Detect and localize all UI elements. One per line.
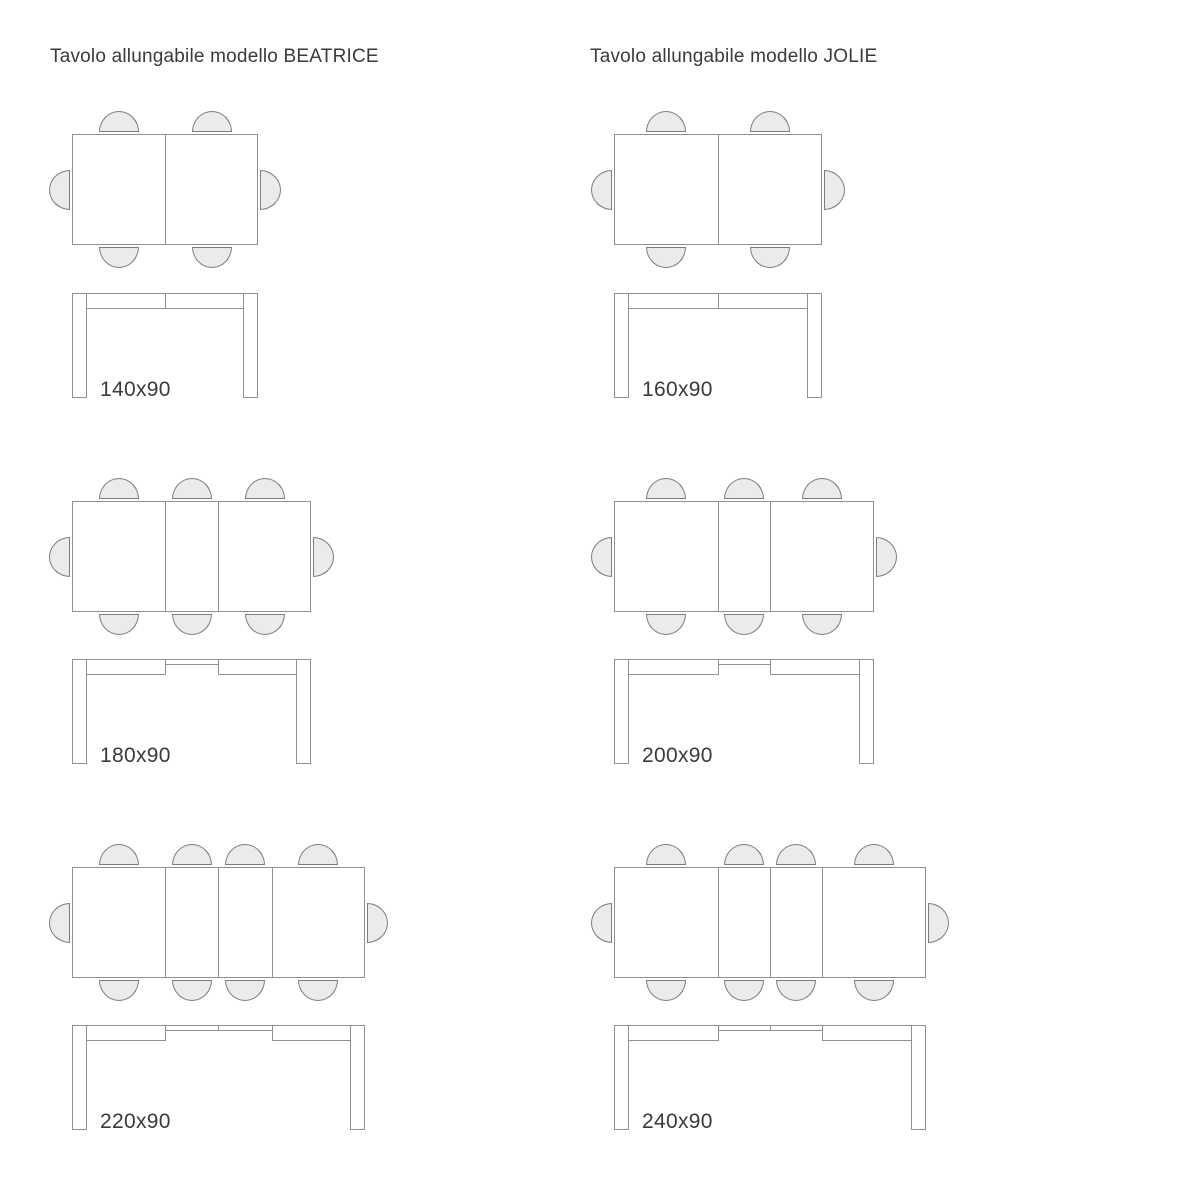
chair-top: [854, 844, 894, 865]
table-leg-left: [614, 659, 629, 764]
chair-right: [367, 903, 388, 943]
chair-bottom: [724, 614, 764, 635]
leaf-split-line: [770, 1025, 771, 1031]
chair-right: [824, 170, 845, 210]
table-leg-left: [614, 1025, 629, 1130]
chair-top: [646, 478, 686, 499]
chair-bottom: [724, 980, 764, 1001]
chair-bottom: [172, 614, 212, 635]
tabletop-split-line: [718, 293, 719, 309]
table-leg-left: [72, 293, 87, 398]
chair-bottom: [225, 980, 265, 1001]
table-division-line: [165, 867, 166, 978]
size-label: 140x90: [100, 378, 171, 401]
tabletop-front-left: [628, 659, 719, 675]
chair-bottom: [192, 247, 232, 268]
table-leg-right: [807, 293, 822, 398]
tabletop-front-right: [770, 659, 860, 675]
table-division-line: [165, 134, 166, 245]
chair-top: [99, 844, 139, 865]
chair-right: [260, 170, 281, 210]
chair-bottom: [172, 980, 212, 1001]
tabletop-split-line: [165, 293, 166, 309]
chair-top: [192, 111, 232, 132]
chair-bottom: [99, 247, 139, 268]
chair-top: [646, 844, 686, 865]
table-division-line: [718, 134, 719, 245]
size-label: 220x90: [100, 1110, 171, 1133]
chair-top: [245, 478, 285, 499]
table-leg-right: [859, 659, 874, 764]
table-leg-right: [350, 1025, 365, 1130]
extension-leaf-front: [718, 659, 771, 665]
size-label: 200x90: [642, 744, 713, 767]
table-leg-right: [911, 1025, 926, 1130]
table-division-line: [770, 867, 771, 978]
table-division-line: [165, 501, 166, 612]
tabletop-front-left: [86, 1025, 166, 1041]
chair-top: [99, 478, 139, 499]
chair-bottom: [245, 614, 285, 635]
column-title-jolie: Tavolo allungabile modello JOLIE: [590, 46, 878, 67]
chair-bottom: [646, 247, 686, 268]
tabletop-front-right: [822, 1025, 912, 1041]
chair-bottom: [646, 614, 686, 635]
table-leg-left: [72, 1025, 87, 1130]
table-division-line: [718, 867, 719, 978]
chair-left: [49, 903, 70, 943]
chair-top: [172, 844, 212, 865]
table-division-line: [770, 501, 771, 612]
chair-bottom: [750, 247, 790, 268]
column-title-beatrice: Tavolo allungabile modello BEATRICE: [50, 46, 379, 67]
chair-top: [802, 478, 842, 499]
chair-bottom: [776, 980, 816, 1001]
chair-left: [49, 537, 70, 577]
tabletop-outline: [614, 501, 874, 612]
chair-top: [724, 478, 764, 499]
chair-left: [591, 170, 612, 210]
chair-top: [99, 111, 139, 132]
size-label: 180x90: [100, 744, 171, 767]
table-division-line: [218, 867, 219, 978]
table-division-line: [218, 501, 219, 612]
chair-top: [298, 844, 338, 865]
size-label: 240x90: [642, 1110, 713, 1133]
chair-bottom: [854, 980, 894, 1001]
chair-top: [172, 478, 212, 499]
chair-right: [876, 537, 897, 577]
tabletop-outline: [72, 501, 311, 612]
table-leg-right: [296, 659, 311, 764]
chair-bottom: [99, 980, 139, 1001]
chair-right: [313, 537, 334, 577]
table-leg-right: [243, 293, 258, 398]
chair-top: [646, 111, 686, 132]
size-label: 160x90: [642, 378, 713, 401]
tabletop-front-left: [86, 659, 166, 675]
chair-left: [591, 903, 612, 943]
table-leg-left: [72, 659, 87, 764]
table-division-line: [718, 501, 719, 612]
chair-bottom: [802, 614, 842, 635]
table-division-line: [822, 867, 823, 978]
table-leg-left: [614, 293, 629, 398]
chair-top: [724, 844, 764, 865]
chair-top: [225, 844, 265, 865]
tabletop-front-right: [272, 1025, 351, 1041]
extension-leaf-front: [165, 1025, 273, 1031]
table-division-line: [272, 867, 273, 978]
chair-right: [928, 903, 949, 943]
chair-bottom: [99, 614, 139, 635]
chair-left: [49, 170, 70, 210]
chair-top: [750, 111, 790, 132]
chair-bottom: [298, 980, 338, 1001]
chair-bottom: [646, 980, 686, 1001]
leaf-split-line: [218, 1025, 219, 1031]
chair-top: [776, 844, 816, 865]
chair-left: [591, 537, 612, 577]
tabletop-front-right: [218, 659, 297, 675]
extension-leaf-front: [165, 659, 219, 665]
tabletop-front-left: [628, 1025, 719, 1041]
